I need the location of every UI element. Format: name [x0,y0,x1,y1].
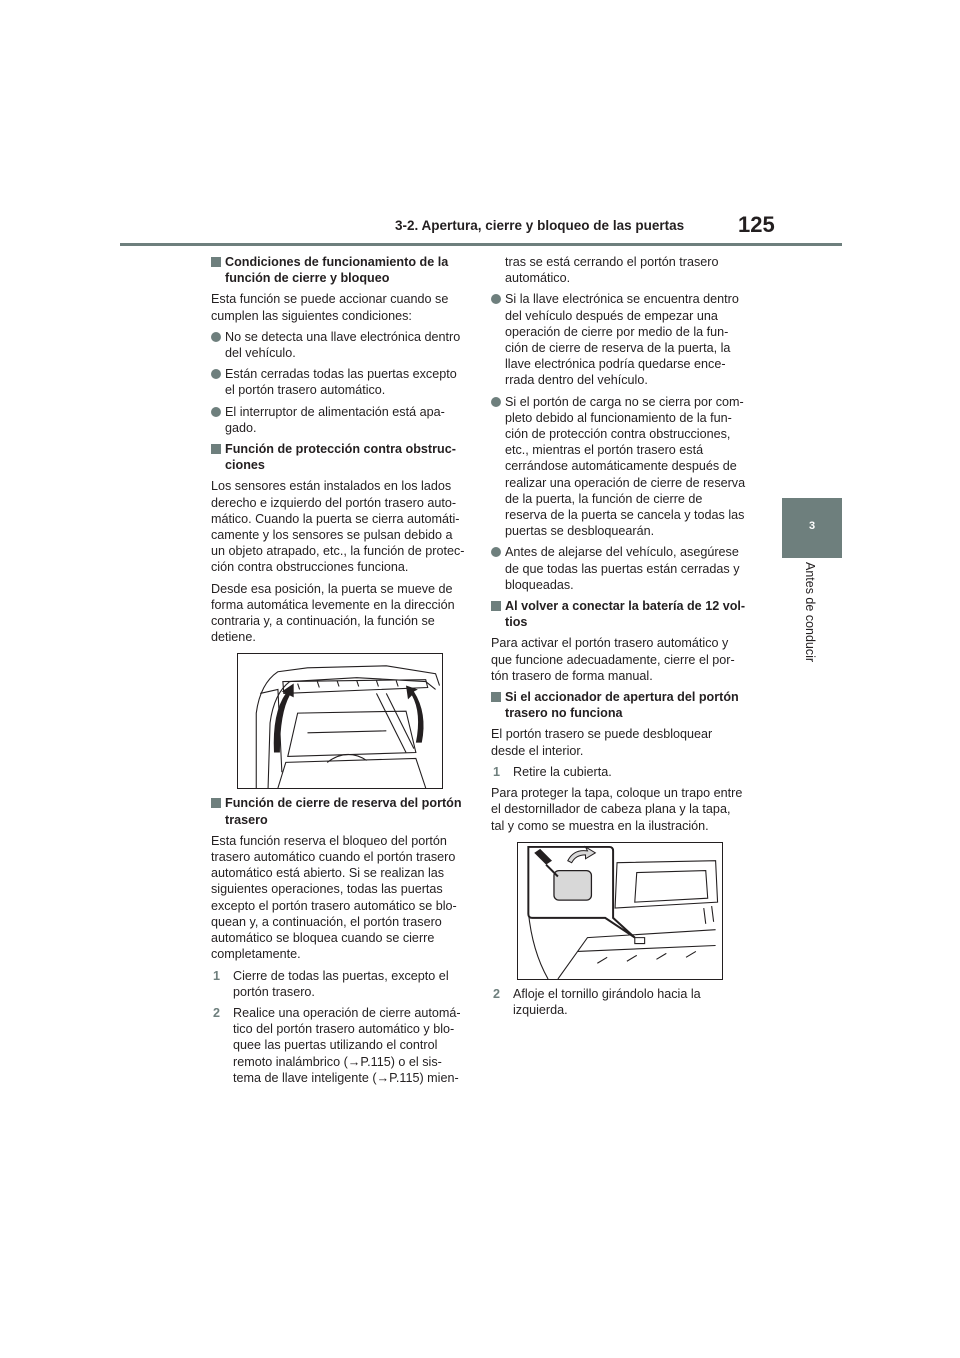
right-column [491,254,747,1023]
bullet-item: Están cerradas todas las puertas excepto el portón trasero automático. [211,366,467,398]
chapter-number: 3 [808,520,816,532]
step-item [211,1005,467,1086]
step-number: 1 [213,968,221,983]
illustration-tailgate-sensors [237,653,443,789]
paragraph: Esta función reserva el bloqueo del portón trasero automático cuando el portón trasero automático está abierto. Si se realizan las siguientes operaciones, todas las puertas excepto el portón trasero automático se blo-quean y, a continuación, el portón trasero automático se bloquea cuando se cierre completamente. [211,833,457,962]
step-item [491,764,747,780]
bullet-item: Si el portón de carga no se cierra por com-pleto debido al funcionamiento de la fun-ción de protección contra obstrucciones, etc., mientras el portón trasero está cerrándose automáticamente después de realizar una operación de cierre de reserva de la puerta, la función de cierre de reserva de la puerta se cancela y todas las puertas se desbloquearán. [491,394,747,540]
tailgate-sensors-drawing [238,654,442,788]
step-item [211,968,467,1000]
paragraph: Esta función se puede accionar cuando se cumplen las siguientes condiciones: [211,292,449,323]
heading-battery-reconnect: Al volver a conectar la batería de 12 vol-tios [491,598,747,630]
illustration-cover-removal [517,842,723,980]
cover-removal-drawing [518,843,722,979]
paragraph: Para activar el portón trasero automático y que funcione adecuadamente, cierre el por-tón trasero de forma manual. [491,636,735,683]
step-number: 2 [213,1005,221,1020]
bullet-item: Antes de alejarse del vehículo, asegúrese de que todas las puertas están cerradas y bloqueadas. [491,544,747,593]
paragraph: Para proteger la tapa, coloque un trapo entre el destornillador de cabeza plana y la tapa, tal y como se muestra en la ilustración. [491,786,743,833]
header-rule [120,243,842,246]
heading-reserve-closing: Función de cierre de reserva del portón trasero [211,795,467,827]
step-item [491,986,747,1018]
paragraph: El portón trasero se puede desbloquear desde el interior. [491,727,713,758]
step-number: 1 [493,764,501,779]
step-text: Retire la cubierta. [513,764,612,779]
bullet-item: No se detecta una llave electrónica dentro del vehículo. [211,329,467,361]
heading-actuator-failure: Si el accionador de apertura del portón trasero no funciona [491,689,747,721]
step-number: 2 [493,986,501,1001]
step-text: Afloje el tornillo girándolo hacia la izquierda. [513,986,701,1017]
heading-closing-conditions: Condiciones de funcionamiento de la función de cierre y bloqueo [211,254,467,286]
chapter-tab [782,498,842,558]
section-title: 3-2. Apertura, cierre y bloqueo de las puertas [395,218,685,233]
step-text: Realice una operación de cierre automá-tico del portón trasero automático y blo-quee las puertas utilizando el control remoto inalámbrico (→P.115) o el sis-tema de llave inteligente (→P.115) mien- [233,1005,461,1085]
bullet-continuation: tras se está cerrando el portón trasero automático. [505,255,719,286]
heading-obstruction-protection: Función de protección contra obstruc-ciones [211,441,467,473]
bullet-item: El interruptor de alimentación está apa-gado. [211,404,467,436]
page-number: 125 [738,212,775,237]
bullet-item: Si la llave electrónica se encuentra dentro del vehículo después de empezar una operación de cierre por medio de la fun-ción de cierre de reserva de la puerta, la llave electrónica podría quedarse ence-rrada dentro del vehículo. [491,291,747,388]
chapter-label: Antes de conducir [803,562,817,663]
left-column [211,254,467,1091]
step-text: Cierre de todas las puertas, excepto el portón trasero. [233,968,449,999]
paragraph: Los sensores están instalados en los lados derecho e izquierdo del portón trasero auto-mático. Cuando la puerta se cierra automáti-camente y los sensores se pulsan debido a un objeto atrapado, etc., la función de protec-ción contra obstrucciones funciona. [211,479,465,575]
paragraph: Desde esa posición, la puerta se mueve de forma automática levemente en la dirección contraria y, a continuación, la función se detiene. [211,581,455,645]
